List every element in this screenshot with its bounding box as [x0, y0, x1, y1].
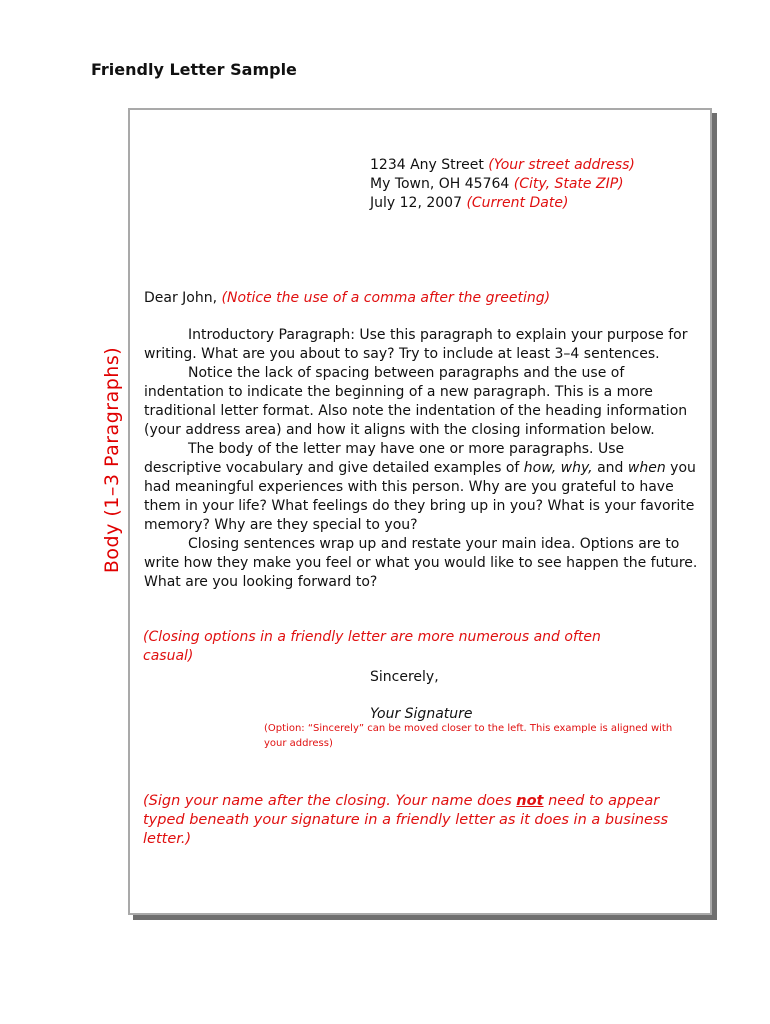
letter-body — [144, 326, 704, 592]
greeting-line — [144, 289, 550, 308]
final-note-emphasis: not — [516, 793, 544, 809]
closing: Sincerely, — [370, 669, 439, 685]
heading-street-note: (Your street address) — [488, 157, 635, 173]
signature: Your Signature — [370, 706, 473, 722]
body-paragraph-2: Notice the lack of spacing between paragraphs and the use of indentation to indicate the beginning of a new paragraph. This is a more traditional letter format. Also note the indentation of the heading information (your address area) and how it aligns with the closing information below. — [144, 365, 688, 438]
side-label: Body (1–3 Paragraphs) — [101, 346, 123, 574]
body-paragraph-1: Introductory Paragraph: Use this paragraph to explain your purpose for writing. What are you about to say? Try to include at least 3–4 sentences. — [144, 327, 688, 362]
body-paragraph-4: Closing sentences wrap up and restate your main idea. Options are to write how they make you feel or what you would like to see happen the future. What are you looking forward to? — [144, 536, 698, 590]
final-note — [143, 792, 703, 849]
body-paragraph-3-part-c: you had meaningful experiences with this person. Why are you grateful to have them in your life? What feelings do they bring up in you? What is your favorite memory? Why are they special to you? — [144, 460, 696, 533]
body-paragraph-3-emphasis-1: how, why, — [523, 460, 593, 476]
body-paragraph-3 — [144, 440, 704, 535]
heading-street: 1234 Any Street — [370, 157, 484, 173]
closing-note: (Closing options in a friendly letter are more numerous and often casual) — [143, 629, 601, 664]
greeting: Dear John, — [144, 290, 218, 306]
heading-city-note: (City, State ZIP) — [513, 176, 624, 192]
signature-note: (Option: “Sincerely” can be moved closer to the left. This example is aligned with your address) — [264, 723, 673, 749]
greeting-note: (Notice the use of a comma after the greeting) — [221, 290, 551, 306]
body-paragraph-3-emphasis-2: when — [627, 460, 666, 476]
body-paragraph-3-part-a: The body of the letter may have one or more paragraphs. Use descriptive vocabulary and give detailed examples of — [144, 441, 625, 476]
heading-date: July 12, 2007 — [370, 195, 462, 211]
heading-date-line — [370, 194, 568, 213]
final-note-part-a: (Sign your name after the closing. Your name does — [143, 793, 517, 809]
heading-street-line — [370, 156, 635, 175]
heading-date-note: (Current Date) — [466, 195, 569, 211]
page-title: Friendly Letter Sample — [91, 60, 297, 79]
final-note-part-b: need to appear typed beneath your signature in a friendly letter as it does in a business letter.) — [143, 793, 669, 847]
heading-city: My Town, OH 45764 — [370, 176, 510, 192]
body-paragraph-3-part-b: and — [592, 460, 628, 476]
heading-city-line — [370, 175, 624, 194]
